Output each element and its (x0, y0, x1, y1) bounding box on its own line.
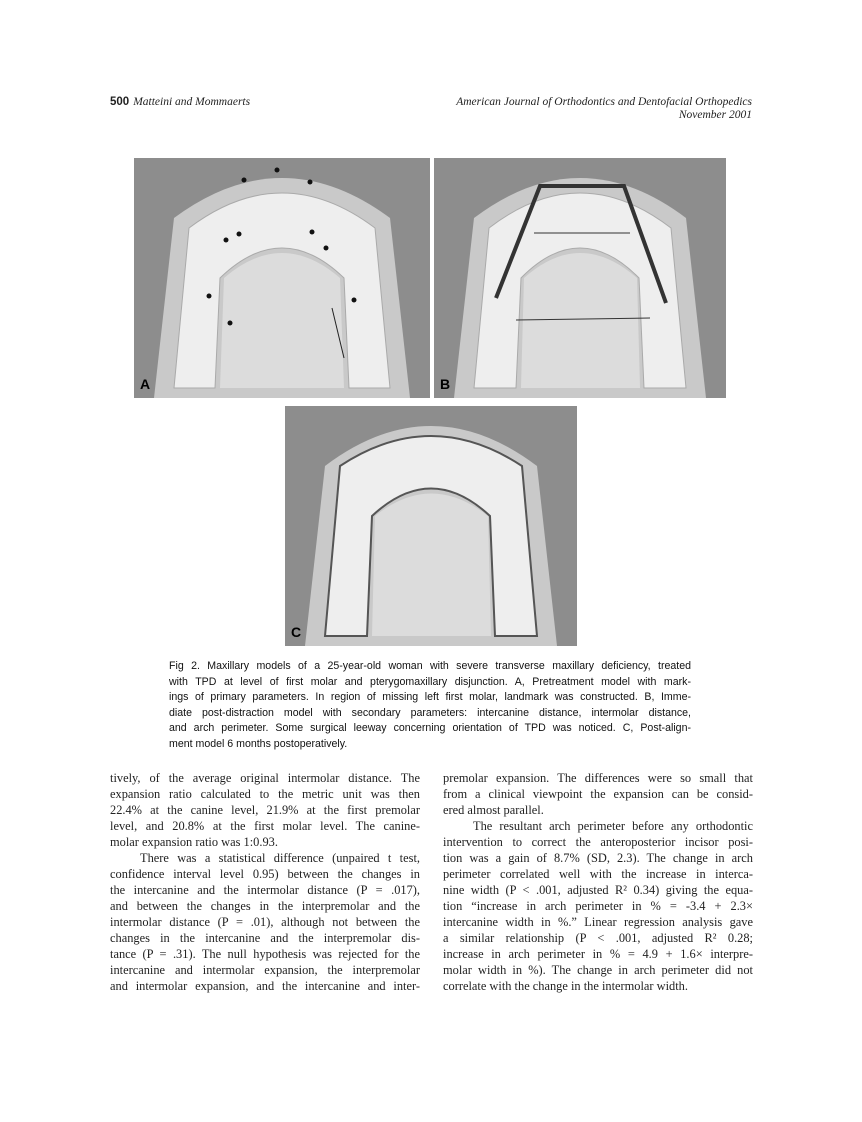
text-line: molar width in %). The change in arch perimeter did not (443, 963, 753, 977)
maxillary-model-image (285, 406, 577, 646)
figure-label: C (291, 624, 302, 640)
text-line: intercanine width in %.” Linear regression analysis gave (443, 915, 753, 929)
text-line: level, and 20.8% at the first molar level. The canine- (110, 819, 420, 833)
caption-line: with TPD at level of first molar and pterygomaxillary disjunction. A, Pretreatment model with mark- (169, 675, 691, 688)
text-line: intermolar distance (P = .01), although not between the (110, 915, 420, 929)
text-line: perimeter correlated well with the increase in interca- (443, 867, 753, 881)
figure-panel-b (434, 158, 726, 398)
text-line: premolar expansion. The differences were so small that (443, 771, 753, 785)
text-line: the intercanine and the intermolar distance (P = .017), (110, 883, 420, 897)
text-line: tance (P = .31). The null hypothesis was rejected for the (110, 947, 420, 961)
text-line: nine width (P < .001, adjusted R² 0.34) giving the equa- (443, 883, 753, 897)
text-line: and intermolar expansion, and the intercanine and inter- (110, 979, 420, 993)
figure-panel-c (285, 406, 577, 646)
authors: Matteini and Mommaerts (133, 96, 251, 108)
caption-line: ings of primary parameters. In region of missing left first molar, landmark was constructed. B, Imme- (169, 691, 691, 703)
journal-title: American Journal of Orthodontics and Dentofacial Orthopedics (456, 96, 752, 108)
text-line: tion was a gain of 8.7% (SD, 2.3). The change in arch (443, 851, 753, 865)
caption-line: Fig 2. Maxillary models of a 25-year-old woman with severe transverse maxillary deficiency, treated (169, 660, 691, 672)
maxillary-model-image (134, 158, 430, 398)
running-header-left (110, 96, 250, 108)
page-number: 500 (110, 96, 130, 108)
figure-panel-a (134, 158, 430, 398)
text-line: expansion ratio calculated to the metric unit was then (110, 787, 420, 801)
text-line: intervention to correct the anteroposterior incisor posi- (443, 835, 753, 849)
text-line: The resultant arch perimeter before any orthodontic (473, 819, 753, 833)
figure-caption (169, 659, 691, 752)
text-line: and between the changes in the interpremolar and the (110, 899, 420, 913)
caption-line: ment model 6 months postoperatively. (169, 737, 348, 750)
issue-date: November 2001 (678, 109, 752, 121)
text-line: a similar relationship (P < .001, adjusted R² 0.28; (443, 931, 753, 945)
body-column-right (443, 770, 753, 994)
text-line: intercanine and intermolar expansion, the interpremolar (110, 963, 420, 977)
text-line: increase in arch perimeter in % = 4.9 + 1.6× interpre- (443, 947, 753, 961)
text-line: correlate with the change in the intermolar width. (443, 979, 688, 993)
text-line: 22.4% at the canine level, 21.9% at the first premolar (110, 803, 420, 817)
figure-label: A (140, 376, 151, 392)
body-column-left (110, 770, 420, 994)
caption-line: diate post-distraction model with secondary parameters: intercanine distance, intermolar distance, (169, 706, 691, 719)
text-line: tion “increase in arch perimeter in % = -3.4 + 2.3× (443, 899, 753, 913)
caption-line: and arch perimeter. Some surgical leeway concerning orientation of TPD was noticed. C, Post-align- (169, 722, 691, 734)
text-line: molar expansion ratio was 1:0.93. (110, 835, 278, 849)
maxillary-model-image (434, 158, 726, 398)
running-header-right (456, 96, 752, 122)
text-line: confidence interval level 0.95) between the changes in (110, 867, 420, 881)
text-line: There was a statistical difference (unpaired t test, (140, 851, 420, 865)
text-line: ered almost parallel. (443, 803, 544, 817)
figure-label: B (440, 376, 451, 392)
text-line: from a clinical viewpoint the expansion can be consid- (443, 787, 753, 801)
text-line: tively, of the average original intermolar distance. The (110, 771, 420, 785)
text-line: changes in the intercanine and the interpremolar dis- (110, 931, 420, 945)
